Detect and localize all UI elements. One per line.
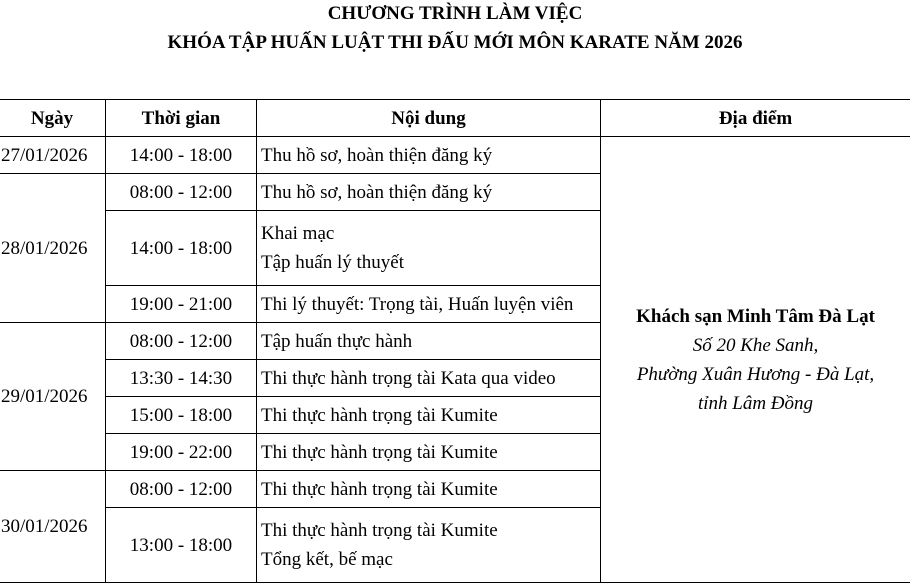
content-cell [257,211,601,286]
venue-address-line: Số 20 Khe Sanh, [601,331,910,360]
time-cell: 19:00 - 21:00 [106,286,257,323]
venue-name: Khách sạn Minh Tâm Đà Lạt [601,302,910,331]
content-line: Thi thực hành trọng tài Kata qua video [261,364,600,393]
date-cell: 29/01/2026 [0,323,106,471]
content-cell [257,286,601,323]
content-cell [257,360,601,397]
time-cell: 14:00 - 18:00 [106,137,257,174]
date-cell: 28/01/2026 [0,174,106,323]
document-subtitle: KHÓA TẬP HUẤN LUẬT THI ĐẤU MỚI MÔN KARATE NĂM 2026 [0,32,910,54]
column-header-content: Nội dung [257,100,601,137]
content-line: Thi thực hành trọng tài Kumite [261,516,600,545]
time-cell: 08:00 - 12:00 [106,323,257,360]
table-header-row [0,100,910,137]
content-cell [257,471,601,508]
time-cell: 08:00 - 12:00 [106,174,257,211]
content-cell [257,434,601,471]
content-line: Thi thực hành trọng tài Kumite [261,438,600,467]
venue-address-line: tỉnh Lâm Đồng [601,389,910,418]
column-header-date: Ngày [0,100,106,137]
content-line: Thi thực hành trọng tài Kumite [261,401,600,430]
time-cell: 15:00 - 18:00 [106,397,257,434]
column-header-place: Địa điểm [601,100,910,137]
content-line: Thi thực hành trọng tài Kumite [261,475,600,504]
content-cell [257,323,601,360]
schedule-table [0,99,910,583]
time-cell: 13:00 - 18:00 [106,508,257,583]
date-cell: 30/01/2026 [0,471,106,583]
content-cell [257,174,601,211]
document-title: CHƯƠNG TRÌNH LÀM VIỆC [0,3,910,25]
table-row [0,137,910,174]
place-cell [601,137,910,583]
time-cell: 08:00 - 12:00 [106,471,257,508]
time-cell: 13:30 - 14:30 [106,360,257,397]
content-line: Thi lý thuyết: Trọng tài, Huấn luyện viên [261,290,600,319]
content-line: Thu hồ sơ, hoàn thiện đăng ký [261,178,600,207]
content-line: Thu hồ sơ, hoàn thiện đăng ký [261,141,600,170]
content-line: Khai mạc [261,219,600,248]
time-cell: 19:00 - 22:00 [106,434,257,471]
content-line: Tập huấn thực hành [261,327,600,356]
content-cell [257,397,601,434]
date-cell: 27/01/2026 [0,137,106,174]
content-cell [257,508,601,583]
column-header-time: Thời gian [106,100,257,137]
content-cell [257,137,601,174]
time-cell: 14:00 - 18:00 [106,211,257,286]
venue-address-line: Phường Xuân Hương - Đà Lạt, [601,360,910,389]
content-line: Tập huấn lý thuyết [261,248,600,277]
content-line: Tổng kết, bế mạc [261,545,600,574]
